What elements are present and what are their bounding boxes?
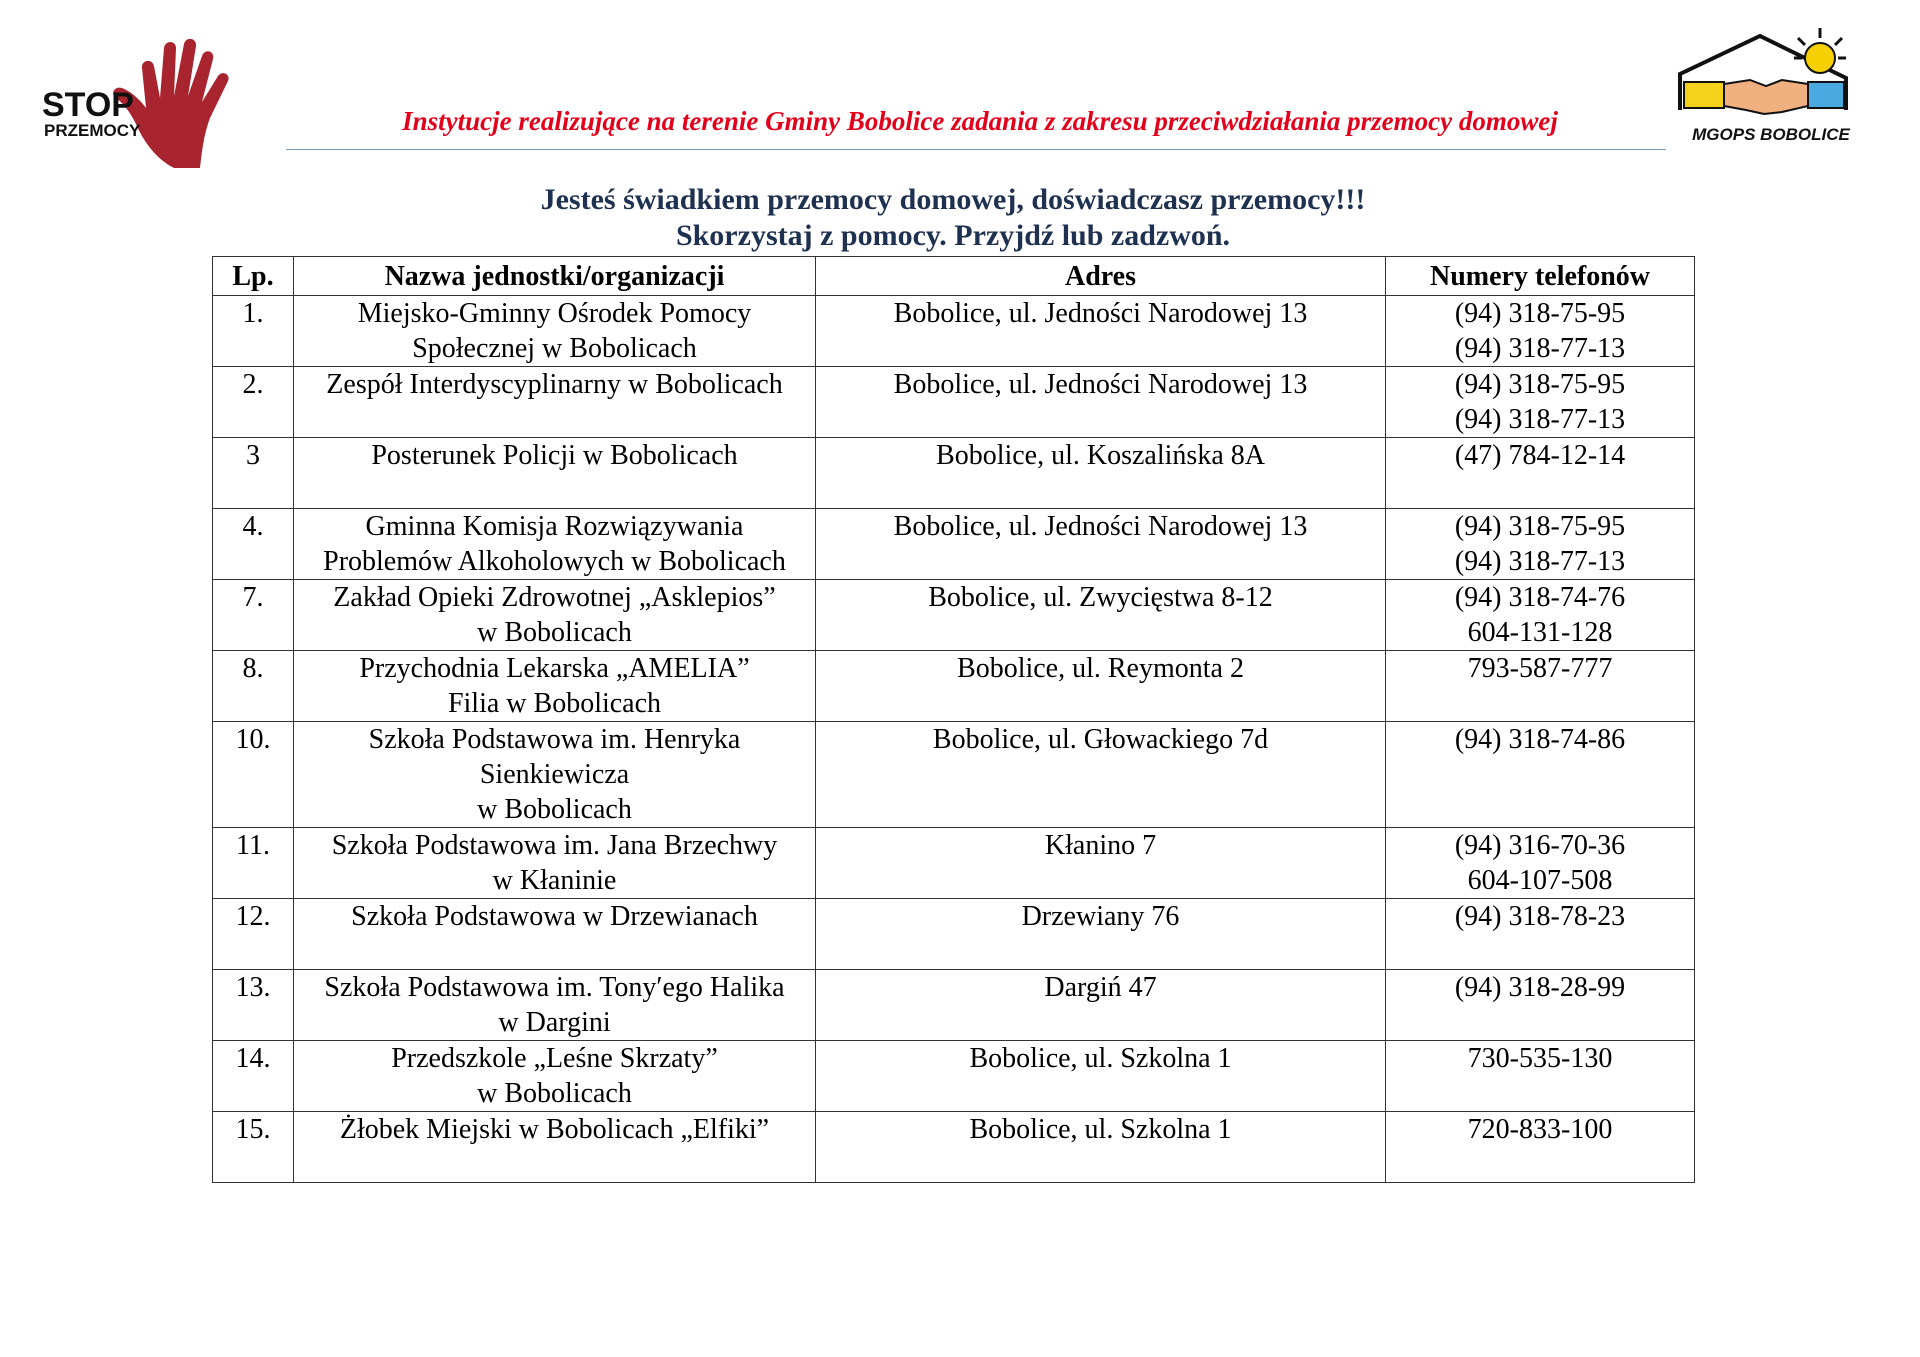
name-line: w Bobolicach [477, 794, 632, 825]
name-line: Szkoła Podstawowa im. Henryka [368, 724, 741, 755]
cell-lp: 4. [213, 509, 294, 580]
name-line: Sienkiewicza [479, 759, 630, 790]
cell-phones [1386, 828, 1695, 899]
name-line: w Bobolicach [477, 1078, 632, 1109]
table-row [213, 899, 1695, 970]
logo-stop-word: STOP [42, 86, 134, 124]
table-row [213, 970, 1695, 1041]
phone-number: 720-833-100 [1467, 1114, 1613, 1145]
phone-number: 730-535-130 [1467, 1043, 1613, 1074]
stop-przemocy-logo [24, 38, 286, 170]
table-row [213, 438, 1695, 509]
cell-lp: 8. [213, 651, 294, 722]
cell-address: Bobolice, ul. Reymonta 2 [816, 651, 1386, 722]
cell-name [294, 1041, 816, 1112]
cell-name [294, 438, 816, 509]
cell-phones [1386, 651, 1695, 722]
phone-number: (94) 318-74-86 [1454, 724, 1626, 755]
cell-lp: 13. [213, 970, 294, 1041]
name-line: Miejsko-Gminny Ośrodek Pomocy [357, 298, 752, 329]
name-line: Posterunek Policji w Bobolicach [371, 440, 738, 471]
cell-name [294, 1112, 816, 1183]
name-line: Szkoła Podstawowa w Drzewianach [351, 901, 758, 932]
cell-lp: 7. [213, 580, 294, 651]
cell-name [294, 509, 816, 580]
phone-number: (94) 318-75-95 [1454, 369, 1626, 400]
header-address: Adres [816, 257, 1386, 296]
table-row [213, 828, 1695, 899]
cell-name [294, 899, 816, 970]
name-line: Problemów Alkoholowych w Bobolicach [323, 546, 786, 577]
name-line: Szkoła Podstawowa im. Jana Brzechwy [331, 830, 778, 861]
name-line: Zespół Interdyscyplinarny w Bobolicach [326, 369, 783, 400]
cell-lp: 14. [213, 1041, 294, 1112]
cell-lp: 1. [213, 296, 294, 367]
phone-number: (94) 318-77-13 [1454, 546, 1626, 577]
cell-name [294, 828, 816, 899]
cell-lp: 12. [213, 899, 294, 970]
logo-mgops-text: MGOPS BOBOLICE [1692, 125, 1850, 144]
subtitle-line-2: Skorzystaj z pomocy. Przyjdź lub zadzwoń. [675, 219, 1231, 252]
cell-lp: 10. [213, 722, 294, 828]
cell-name [294, 367, 816, 438]
cell-name [294, 651, 816, 722]
name-line: Społecznej w Bobolicach [412, 333, 697, 364]
table-row [213, 1041, 1695, 1112]
cell-name [294, 296, 816, 367]
table-row [213, 367, 1695, 438]
phone-number: (47) 784-12-14 [1454, 440, 1626, 471]
phone-number: 604-131-128 [1467, 617, 1613, 648]
header-lp: Lp. [213, 257, 294, 296]
cell-address: Bobolice, ul. Koszalińska 8A [816, 438, 1386, 509]
cell-name [294, 970, 816, 1041]
name-line: w Bobolicach [477, 617, 632, 648]
contacts-table [212, 256, 1695, 1183]
cell-phones [1386, 970, 1695, 1041]
header-phones: Numery telefonów [1386, 257, 1695, 296]
name-line: Przedszkole „Leśne Skrzaty” [391, 1043, 718, 1074]
header-name: Nazwa jednostki/organizacji [294, 257, 816, 296]
cell-lp: 3 [213, 438, 294, 509]
logo-przemocy-word: PRZEMOCY [44, 121, 141, 140]
name-line: Żłobek Miejski w Bobolicach „Elfiki” [339, 1114, 770, 1145]
cell-phones [1386, 367, 1695, 438]
name-line: w Kłaninie [492, 865, 617, 896]
phone-number: (94) 318-77-13 [1454, 333, 1626, 364]
cell-name [294, 722, 816, 828]
name-line: Szkoła Podstawowa im. Tony′ego Halika [324, 972, 785, 1003]
cell-address: Bobolice, ul. Jedności Narodowej 13 [816, 509, 1386, 580]
table-row [213, 509, 1695, 580]
phone-number: (94) 318-75-95 [1454, 511, 1626, 542]
cell-lp: 2. [213, 367, 294, 438]
cell-address: Bobolice, ul. Głowackiego 7d [816, 722, 1386, 828]
cell-phones [1386, 509, 1695, 580]
phone-number: 793-587-777 [1467, 653, 1613, 684]
phone-number: (94) 318-28-99 [1454, 972, 1626, 1003]
cell-address: Bobolice, ul. Jedności Narodowej 13 [816, 367, 1386, 438]
cell-address: Kłanino 7 [816, 828, 1386, 899]
sun-icon [1794, 28, 1846, 73]
cell-address: Drzewiany 76 [816, 899, 1386, 970]
phone-number: (94) 318-78-23 [1454, 901, 1626, 932]
header-title: Instytucje realizujące na terenie Gminy Bobolice zadania z zakresu przeciwdziałania przemocy domowej [402, 106, 1558, 136]
name-line: Gminna Komisja Rozwiązywania [365, 511, 744, 542]
cell-lp: 11. [213, 828, 294, 899]
phone-number: (94) 318-77-13 [1454, 404, 1626, 435]
subtitle-line-1: Jesteś świadkiem przemocy domowej, doświadczasz przemocy!!! [540, 183, 1366, 216]
phone-number: 604-107-508 [1467, 865, 1613, 896]
name-line: Filia w Bobolicach [447, 688, 662, 719]
cell-address: Dargiń 47 [816, 970, 1386, 1041]
cell-phones [1386, 296, 1695, 367]
table-row [213, 1112, 1695, 1183]
handshake-icon [1684, 80, 1844, 114]
cell-address: Bobolice, ul. Szkolna 1 [816, 1041, 1386, 1112]
cell-phones [1386, 1041, 1695, 1112]
phone-number: (94) 316-70-36 [1454, 830, 1626, 861]
cell-name [294, 580, 816, 651]
phone-number: (94) 318-75-95 [1454, 298, 1626, 329]
table-header-row [213, 257, 1695, 296]
cell-phones [1386, 899, 1695, 970]
cell-address: Bobolice, ul. Zwycięstwa 8-12 [816, 580, 1386, 651]
cell-lp: 15. [213, 1112, 294, 1183]
mgops-bobolice-logo [1670, 22, 1872, 162]
cell-phones [1386, 580, 1695, 651]
phone-number: (94) 318-74-76 [1454, 582, 1626, 613]
header-divider [286, 149, 1666, 150]
name-line: Zakład Opieki Zdrowotnej „Asklepios” [333, 582, 776, 613]
cell-phones [1386, 1112, 1695, 1183]
table-row [213, 296, 1695, 367]
table-row [213, 722, 1695, 828]
cell-address: Bobolice, ul. Szkolna 1 [816, 1112, 1386, 1183]
cell-phones [1386, 722, 1695, 828]
table-row [213, 651, 1695, 722]
cell-address: Bobolice, ul. Jedności Narodowej 13 [816, 296, 1386, 367]
name-line: Przychodnia Lekarska „AMELIA” [359, 653, 750, 684]
table-row [213, 580, 1695, 651]
cell-phones [1386, 438, 1695, 509]
name-line: w Dargini [498, 1007, 611, 1038]
